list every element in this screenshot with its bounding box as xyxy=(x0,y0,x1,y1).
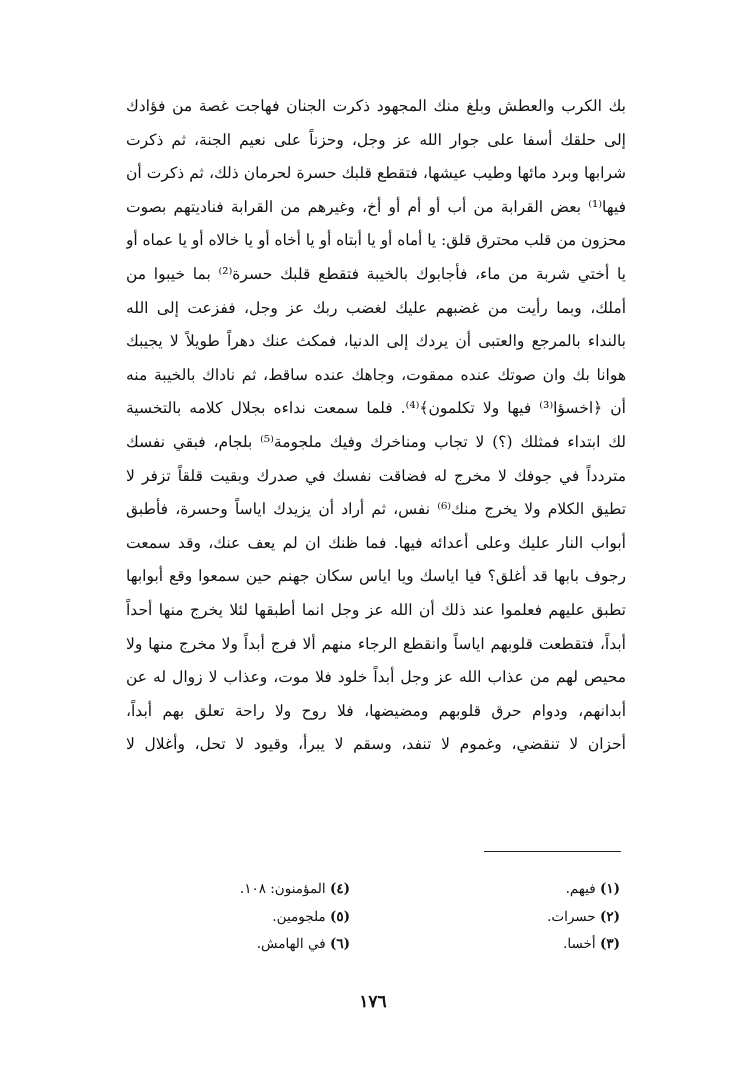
footnote-number: (٢) xyxy=(599,908,620,925)
text-line: متردداً في جوفك لا مخرج له فضاقت نفسك في صدرك وبقيت قلقاً تزفر لا xyxy=(126,466,626,485)
text-line: أحزان لا تنقضي، وغموم لا تنفد، وسقم لا يبرأ، وقيود لا تحل، وأغلال لا xyxy=(126,735,626,754)
footnote-number: (١) xyxy=(599,881,620,897)
text-line: شرابها وبرد مائها وطيب عيشها، فتقطع قلبك حسرة لحرمان ذلك، ثم ذكرت أن xyxy=(126,164,626,183)
footnote-3 xyxy=(460,931,620,959)
footnote-number: (٣) xyxy=(599,936,620,952)
text-line: هوانا بك وان صوتك عنده ممقوت، وجاهك عنده ساقط، ثم ناداك بالخيبة منه xyxy=(126,365,626,384)
footnote-5 xyxy=(190,904,350,932)
text-line: محيص لهم من عذاب الله عز وجل أبداً خلود فلا موت، وعذاب لا زوال له عن xyxy=(126,668,626,687)
text-line: تطبق عليهم فعلموا عند ذلك أن الله عز وجل انما أطبقها لئلا يخرج منها أحداً xyxy=(126,600,626,619)
footnote-number: (٤) xyxy=(329,881,350,897)
text-line: تطيق الكلام ولا يخرج منك⁽⁶⁾ نفس، ثم أراد أن يزيدك اياساً وحسرة، فأطبق xyxy=(126,500,626,519)
footnote-divider xyxy=(484,851,621,852)
footnote-1 xyxy=(460,876,620,904)
text-line: أبدانهم، ودوام حرق قلوبهم ومضيضها، فلا روح ولا راحة تعلق بهم أبداً، xyxy=(126,701,626,720)
text-line: رجوف بابها قد أغلق؟ فيا اياسك ويا اياس سكان جهنم حين سمعوا وقع أبوابها xyxy=(126,567,626,586)
text-line: أملك، وبما رأيت من غضبهم عليك لغضب ربك عز وجل، ففزعت إلى الله xyxy=(126,298,626,317)
text-line: فيها⁽¹⁾ بعض القرابة من أب أو أم أو أخ، وغيرهم من القرابة فناديتهم بصوت xyxy=(126,197,626,216)
footnote-text: المؤمنون: ١٠٨. xyxy=(239,881,326,897)
text-line: أن ﴿اخسؤا⁽³⁾ فيها ولا تكلمون﴾⁽⁴⁾. فلما سمعت نداءه بجلال كلامه بالتخسية xyxy=(126,399,626,418)
text-line: إلى حلقك أسفا على جوار الله عز وجل، وحزناً على نعيم الجنة، ثم ذكرت xyxy=(126,130,626,149)
footnote-2 xyxy=(460,904,620,932)
text-line: أبواب النار عليك وعلى أعدائه فيها. فما ظنك ان لم يعف عنك، وقد سمعت xyxy=(126,533,626,552)
footnote-6 xyxy=(190,931,350,959)
footnote-number: (٥) xyxy=(329,908,350,925)
footnote-text: ملجومين. xyxy=(272,908,326,925)
text-line: لك ابتداء فمثلك (؟) لا تجاب ومناخرك وفيك ملجومة⁽⁵⁾ بلجام، فبقي نفسك xyxy=(126,432,626,451)
text-line: بك الكرب والعطش وبلغ منك المجهود ذكرت الجنان فهاجت غصة من فؤادك xyxy=(126,97,626,115)
footnotes-right-column xyxy=(460,876,620,959)
text-line: محزون من قلب محترق قلق: يا أماه أو يا أبتاه أو يا أخاه أو يا خالاه أو يا عماه أو xyxy=(126,231,626,250)
text-line: بالنداء بالمرجع والعتبى أن يردك إلى الدنيا، فمكث عنك دهراً طويلاً لا يجيبك xyxy=(126,332,626,351)
footnote-4 xyxy=(190,876,350,904)
text-line: أبداً، فتقطعت قلوبهم اياساً وانقطع الرجاء منهم ألا فرج أبداً ولا مخرج منها ولا xyxy=(126,634,626,653)
footnote-number: (٦) xyxy=(329,936,350,952)
main-text xyxy=(126,90,626,762)
footnote-text: في الهامش. xyxy=(256,936,326,952)
text-line: يا أختي شربة من ماء، فأجابوك بالخيبة فتقطع قلبك حسرة⁽²⁾ بما خيبوا من xyxy=(126,264,626,283)
footnote-text: أخسا. xyxy=(563,936,596,952)
page-number: ١٧٦ xyxy=(359,992,387,1012)
footnotes-left-column xyxy=(190,876,350,959)
footnote-text: حسرات. xyxy=(547,908,596,925)
footnote-text: فيهم. xyxy=(565,881,596,897)
